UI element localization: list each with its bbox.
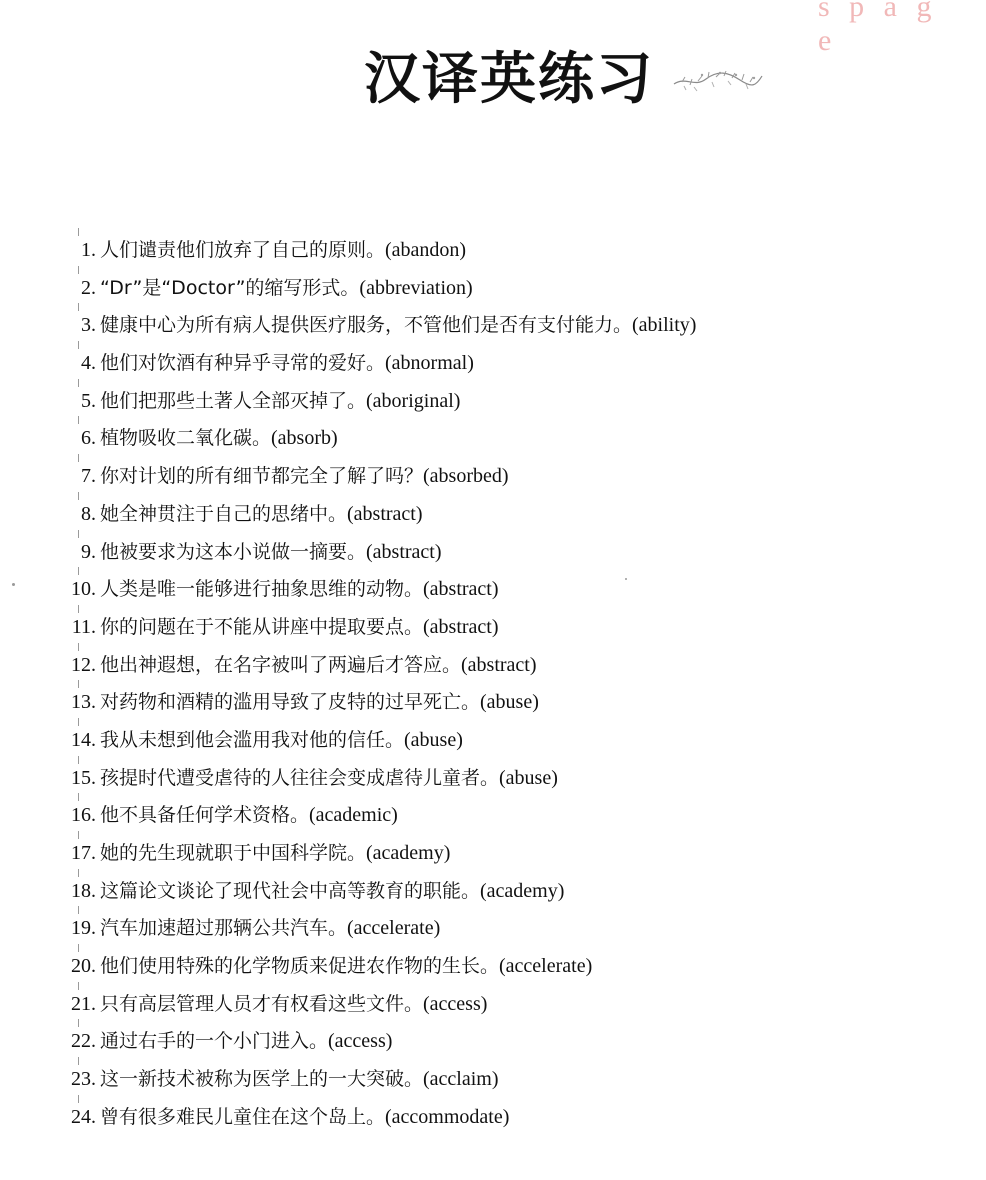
exercise-sentence: 曾有很多难民儿童住在这个岛上。 bbox=[100, 1105, 386, 1128]
exercise-sentence: 你对计划的所有细节都完全了解了吗？ bbox=[100, 465, 424, 488]
exercise-number: 23. bbox=[62, 1061, 96, 1099]
corner-page-mark bbox=[818, 0, 968, 57]
exercise-item bbox=[62, 948, 962, 986]
exercise-number: 4. bbox=[62, 345, 96, 383]
exercise-item bbox=[62, 534, 962, 572]
exercise-item bbox=[62, 458, 962, 496]
exercise-keyword: (abstract) bbox=[423, 578, 499, 601]
exercise-sentence: 人类是唯一能够进行抽象思维的动物。 bbox=[100, 578, 424, 601]
exercise-keyword: (abuse) bbox=[499, 766, 558, 789]
exercise-item bbox=[62, 910, 962, 948]
exercise-item bbox=[62, 873, 962, 911]
exercise-item bbox=[62, 1099, 962, 1137]
exercise-item bbox=[62, 232, 962, 270]
exercise-keyword: (abstract) bbox=[423, 615, 499, 638]
exercise-sentence: 她的先生现就职于中国科学院。 bbox=[100, 842, 367, 864]
exercise-sentence: 她全神贯注于自己的思绪中。 bbox=[100, 502, 348, 525]
exercise-item bbox=[62, 760, 962, 798]
title-area bbox=[0, 40, 986, 130]
exercise-item bbox=[62, 420, 962, 458]
scan-speck bbox=[625, 578, 627, 580]
exercise-item bbox=[62, 345, 962, 383]
exercise-number: 18. bbox=[62, 873, 96, 911]
exercise-sentence: 他被要求为这本小说做一摘要。 bbox=[100, 540, 367, 563]
exercise-keyword: (abandon) bbox=[385, 239, 467, 261]
exercise-sentence: 植物吸收二氧化碳。 bbox=[100, 427, 272, 450]
exercise-sentence: 健康中心为所有病人提供医疗服务，不管他们是否有支付能力。 bbox=[100, 314, 633, 337]
exercise-number: 7. bbox=[62, 458, 96, 496]
exercise-item bbox=[62, 1023, 962, 1061]
exercise-item bbox=[62, 307, 962, 345]
exercise-number: 5. bbox=[62, 383, 96, 421]
exercise-sentence: 他们使用特殊的化学物质来促进农作物的生长。 bbox=[100, 955, 500, 978]
exercise-keyword: (accelerate) bbox=[347, 917, 441, 940]
page-title: 汉译英练习 bbox=[364, 47, 654, 112]
exercise-sentence: 他们把那些土著人全部灭掉了。 bbox=[100, 389, 367, 412]
exercise-number: 14. bbox=[62, 722, 96, 760]
exercise-sentence: 只有高层管理人员才有权看这些文件。 bbox=[100, 992, 424, 1015]
exercise-sentence: 我从未想到他会滥用我对他的信任。 bbox=[100, 728, 405, 751]
exercise-number: 10. bbox=[62, 571, 96, 609]
exercise-sentence: 汽车加速超过那辆公共汽车。 bbox=[100, 917, 348, 940]
exercise-keyword: (absorb) bbox=[271, 427, 338, 450]
exercise-keyword: (academic) bbox=[309, 804, 398, 827]
exercise-item bbox=[62, 986, 962, 1024]
exercise-list bbox=[62, 232, 962, 1137]
exercise-item bbox=[62, 496, 962, 534]
exercise-item bbox=[62, 835, 962, 873]
exercise-number: 24. bbox=[62, 1099, 96, 1137]
exercise-sentence: 通过右手的一个小门进入。 bbox=[100, 1030, 329, 1053]
exercise-number: 9. bbox=[62, 534, 96, 572]
exercise-keyword: (access) bbox=[328, 1030, 393, 1053]
exercise-number: 12. bbox=[62, 647, 96, 685]
exercise-keyword: (ability) bbox=[632, 314, 697, 337]
decorative-flourish-icon bbox=[672, 66, 764, 94]
exercise-item bbox=[62, 684, 962, 722]
exercise-item bbox=[62, 270, 962, 308]
exercise-number: 3. bbox=[62, 307, 96, 345]
exercise-sentence: 人们谴责他们放弃了自己的原则。 bbox=[100, 239, 386, 261]
exercise-sentence: 孩提时代遭受虐待的人往往会变成虐待儿童者。 bbox=[100, 766, 500, 789]
scan-speck bbox=[12, 583, 15, 586]
exercise-sentence: 他出神遐想，在名字被叫了两遍后才答应。 bbox=[100, 653, 462, 676]
exercise-keyword: (abuse) bbox=[404, 728, 463, 751]
exercise-keyword: (accelerate) bbox=[499, 955, 593, 978]
exercise-number: 19. bbox=[62, 910, 96, 948]
exercise-number: 11. bbox=[62, 609, 96, 647]
exercise-number: 20. bbox=[62, 948, 96, 986]
exercise-item bbox=[62, 722, 962, 760]
exercise-keyword: (abstract) bbox=[347, 502, 423, 525]
exercise-number: 1. bbox=[62, 232, 96, 270]
corner-page-text: s p a g e bbox=[818, 0, 938, 57]
exercise-sentence: 对药物和酒精的滥用导致了皮特的过早死亡。 bbox=[100, 691, 481, 714]
exercise-number: 8. bbox=[62, 496, 96, 534]
exercise-keyword: (abuse) bbox=[480, 691, 539, 714]
exercise-keyword: (access) bbox=[423, 992, 488, 1015]
exercise-keyword: (abstract) bbox=[366, 540, 442, 563]
exercise-keyword: (abstract) bbox=[461, 653, 537, 676]
exercise-item bbox=[62, 571, 962, 609]
exercise-sentence: 你的问题在于不能从讲座中提取要点。 bbox=[100, 615, 424, 638]
exercise-keyword: (abnormal) bbox=[385, 352, 474, 375]
exercise-sentence: 这篇论文谈论了现代社会中高等教育的职能。 bbox=[100, 879, 481, 902]
exercise-number: 2. bbox=[62, 270, 96, 308]
exercise-number: 6. bbox=[62, 420, 96, 458]
exercise-keyword: (accommodate) bbox=[385, 1105, 510, 1128]
exercise-item bbox=[62, 383, 962, 421]
exercise-keyword: (academy) bbox=[480, 879, 565, 902]
exercise-number: 21. bbox=[62, 986, 96, 1024]
exercise-item bbox=[62, 1061, 962, 1099]
exercise-sentence: “Dr”是“Doctor”的缩写形式。 bbox=[100, 276, 360, 299]
exercise-number: 17. bbox=[62, 835, 96, 873]
exercise-item bbox=[62, 609, 962, 647]
exercise-number: 13. bbox=[62, 684, 96, 722]
exercise-sentence: 他不具备任何学术资格。 bbox=[100, 804, 310, 827]
exercise-keyword: (absorbed) bbox=[423, 465, 509, 488]
exercise-keyword: (academy) bbox=[366, 842, 451, 864]
exercise-number: 16. bbox=[62, 797, 96, 835]
exercise-keyword: (aboriginal) bbox=[366, 389, 461, 412]
exercise-number: 15. bbox=[62, 760, 96, 798]
exercise-keyword: (abbreviation) bbox=[359, 276, 473, 299]
exercise-keyword: (acclaim) bbox=[423, 1068, 499, 1091]
exercise-item bbox=[62, 797, 962, 835]
exercise-sentence: 他们对饮酒有种异乎寻常的爱好。 bbox=[100, 352, 386, 375]
exercise-sentence: 这一新技术被称为医学上的一大突破。 bbox=[100, 1068, 424, 1091]
exercise-number: 22. bbox=[62, 1023, 96, 1061]
exercise-item bbox=[62, 647, 962, 685]
